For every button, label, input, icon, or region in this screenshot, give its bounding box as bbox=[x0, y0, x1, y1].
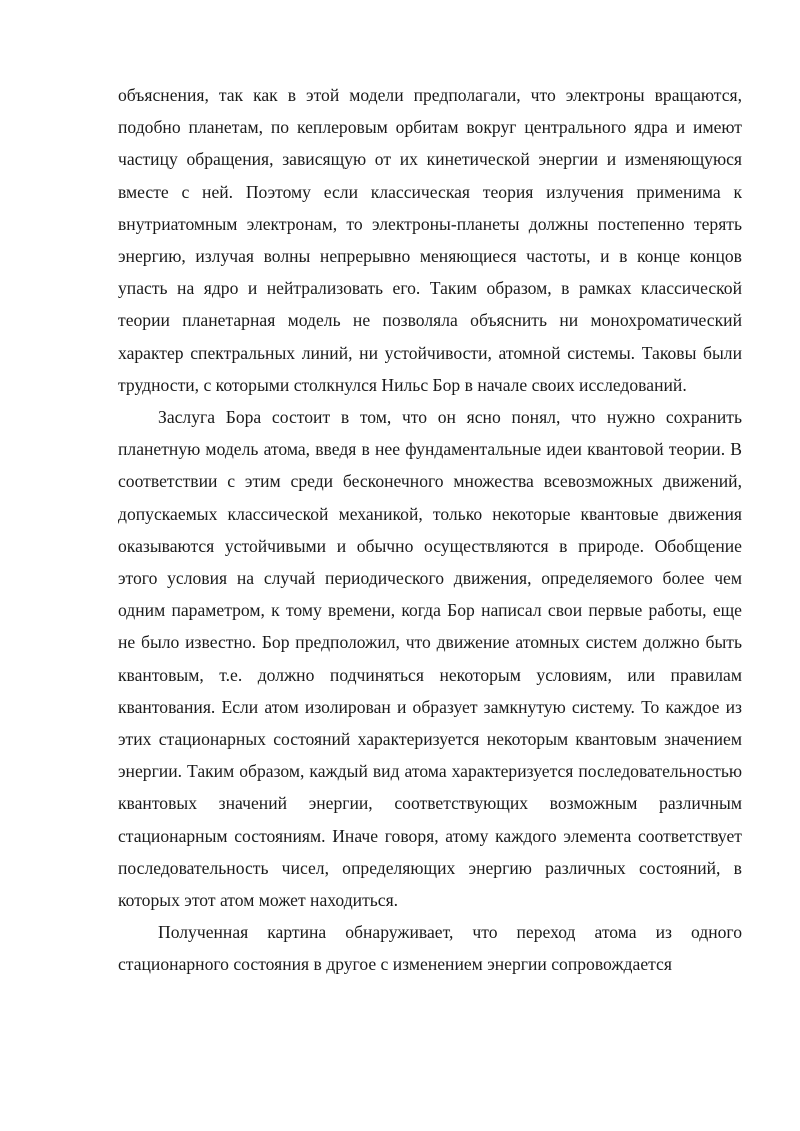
paragraph-1: объяснения, так как в этой модели предполагали, что электроны вращаются, подобно планетам, по кеплеровым орбитам вокруг центрального ядра и имеют частицу обращения, зависящую от их кинетической энергии и изменяющуюся вместе с ней. Поэтому если классическая теория излучения применима к внутриатомным электронам, то электроны-планеты должны постепенно терять энергию, излучая волны непрерывно меняющиеся частоты, и в конце концов упасть на ядро и нейтрализовать его. Таким образом, в рамках классической теории планетарная модель не позволяла объяснить ни монохроматический характер спектральных линий, ни устойчивости, атомной системы. Таковы были трудности, с которыми столкнулся Нильс Бор в начале своих исследований. bbox=[118, 85, 742, 395]
document-page bbox=[118, 79, 742, 981]
paragraph-2: Заслуга Бора состоит в том, что он ясно понял, что нужно сохранить планетную модель атома, введя в нее фундаментальные идеи квантовой теории. В соответствии с этим среди бесконечного множества всевозможных движений, допускаемых классической механикой, только некоторые квантовые движения оказываются устойчивыми и обычно осуществляются в природе. Обобщение этого условия на случай периодического движения, определяемого более чем одним параметром, к тому времени, когда Бор написал свои первые работы, еще не было известно. Бор предположил, что движение атомных систем должно быть квантовым, т.е. должно подчиняться некоторым условиям, или правилам квантования. Если атом изолирован и образует замкнутую систему. То каждое из этих стационарных состояний характеризуется некоторым квантовым значением энергии. Таким образом, каждый вид атома характеризуется последовательностью квантовых значений энергии, соответствующих возможным различным стационарным состояниям. Иначе говоря, атому каждого элемента соответствует последовательность чисел, определяющих энергию различных состояний, в которых этот атом может находиться. bbox=[118, 407, 742, 911]
paragraph-3: Полученная картина обнаруживает, что переход атома из одного стационарного состояния в другое с изменением энергии сопровождается bbox=[118, 922, 742, 975]
